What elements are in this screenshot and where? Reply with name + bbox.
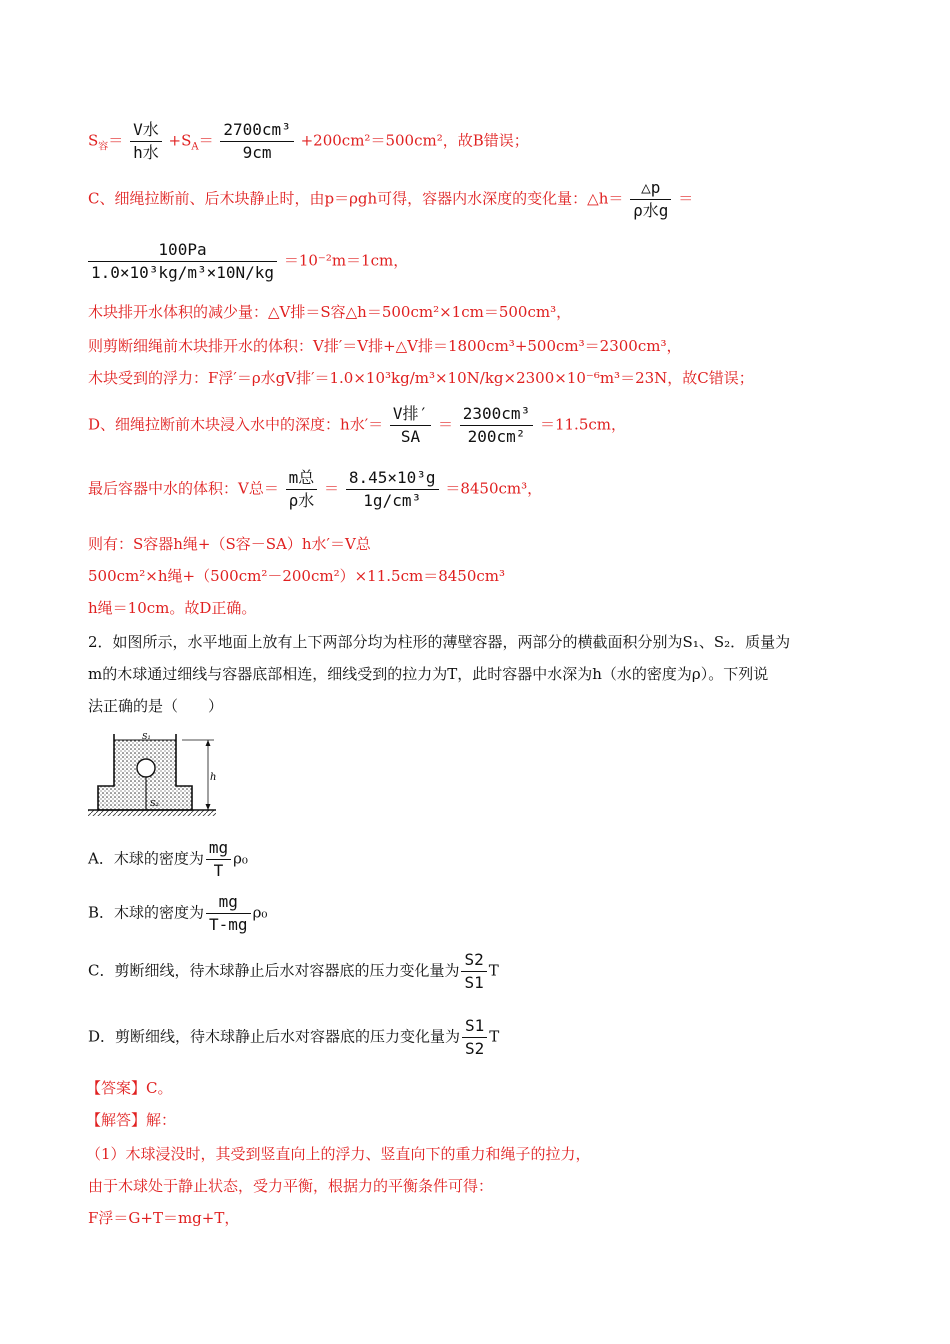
text: S — [88, 131, 99, 150]
subscript: 容 — [98, 141, 109, 153]
fraction-numerator: S2 — [461, 950, 486, 972]
fraction-denominator: T — [213, 861, 224, 880]
solution-line-area — [88, 120, 529, 163]
fraction — [460, 404, 533, 447]
text: T — [489, 1027, 500, 1046]
solution-line-immersion-depth — [88, 404, 626, 447]
text: D、细绳拉断前木块浸入水中的深度：h水′＝ — [88, 415, 384, 434]
text: +S — [168, 131, 192, 150]
fraction-numerator: 100Pa — [88, 240, 277, 262]
fraction — [206, 892, 251, 935]
text: A．木球的密度为 — [88, 849, 204, 868]
fraction — [286, 468, 318, 511]
solution-heading: 【解答】解： — [86, 1111, 177, 1129]
fraction-denominator: h水 — [133, 143, 159, 162]
text: ρ₀ — [233, 849, 248, 868]
solution-line-volume-decrease: 木块排开水体积的减少量：△V排＝S容△h＝500cm²×1cm＝500cm³， — [88, 303, 572, 321]
fraction-numerator: S1 — [462, 1016, 487, 1038]
label-s1: S₁ — [142, 732, 151, 741]
label-s2: S₂ — [150, 799, 159, 808]
fraction-numerator: V水 — [130, 120, 162, 142]
solution-line-equation: 则有：S容器h绳+（S容－SA）h水′＝V总 — [88, 535, 371, 553]
fraction — [346, 468, 439, 511]
label-h: h — [210, 772, 217, 783]
fraction-denominator: 1g/cm³ — [363, 491, 422, 510]
answer-line: 【答案】C。 — [86, 1079, 173, 1097]
fraction — [630, 178, 671, 221]
text: D．剪断细线，待木球静止后水对容器底的压力变化量为 — [88, 1027, 461, 1046]
fraction-denominator: 200cm² — [467, 427, 526, 446]
solution-step-2: 由于木球处于静止状态，受力平衡，根据力的平衡条件可得： — [88, 1177, 494, 1195]
fraction — [88, 240, 277, 283]
text: ＝10⁻²m＝1cm， — [283, 251, 409, 270]
option-a — [88, 838, 248, 881]
subscript: A — [191, 141, 199, 153]
fraction-denominator: S1 — [464, 973, 484, 992]
solution-line-buoyant-force: 木块受到的浮力：F浮′＝ρ水gV排′＝1.0×10³kg/m³×10N/kg×2300×10⁻⁶m³＝23N，故C错误； — [88, 369, 754, 387]
fraction — [220, 120, 293, 163]
text: +200cm²＝500cm²，故B错误； — [300, 131, 529, 150]
text: ＝ — [437, 415, 453, 434]
fraction-denominator: ρ水g — [633, 201, 669, 220]
text: ＝8450cm³， — [445, 479, 543, 498]
text: ＝ — [108, 131, 124, 150]
option-c — [88, 950, 499, 993]
option-b — [88, 892, 267, 935]
fraction-numerator: V排′ — [390, 404, 431, 426]
solution-line-conclusion: h绳＝10cm。故D正确。 — [88, 599, 257, 617]
fraction-denominator: ρ水 — [288, 491, 315, 510]
fraction-numerator: 2300cm³ — [460, 404, 533, 426]
fraction-denominator: SA — [400, 427, 421, 446]
fraction-denominator: S2 — [465, 1039, 485, 1058]
fraction-denominator: 1.0×10³kg/m³×10N/kg — [91, 263, 275, 282]
text: ρ₀ — [252, 903, 268, 922]
solution-line-substitution: 500cm²×h绳+（500cm²－200cm²）×11.5cm＝8450cm³ — [88, 567, 506, 585]
fraction — [206, 838, 231, 881]
question-2-line-3: 法正确的是（ ） — [88, 697, 224, 715]
fraction-numerator: 8.45×10³g — [346, 468, 439, 490]
fraction — [462, 1016, 487, 1059]
fraction-numerator: m总 — [286, 468, 318, 490]
fraction-numerator: mg — [206, 892, 251, 914]
text: 最后容器中水的体积：V总＝ — [88, 479, 279, 498]
option-d — [88, 1016, 499, 1059]
solution-line-depth-change — [88, 178, 693, 221]
text: C、细绳拉断前、后木块静止时，由p＝ρgh可得，容器内水深度的变化量：△h＝ — [88, 189, 624, 208]
fraction-numerator: 2700cm³ — [220, 120, 293, 142]
solution-line-fraction-result — [86, 240, 408, 283]
question-2-line-2: m的木球通过细线与容器底部相连，细线受到的拉力为T，此时容器中水深为h（水的密度为ρ）。下列说 — [88, 665, 769, 683]
text: C．剪断细线，待木球静止后水对容器底的压力变化量为 — [88, 961, 460, 980]
text: ＝ — [678, 189, 694, 208]
solution-line-total-volume — [88, 468, 542, 511]
fraction-numerator: mg — [206, 838, 231, 860]
text: ＝ — [324, 479, 340, 498]
solution-line-displaced-volume: 则剪断细绳前木块排开水的体积：V排′＝V排+△V排＝1800cm³+500cm³＝2300cm³， — [88, 337, 682, 355]
text: ＝ — [198, 131, 214, 150]
text: B．木球的密度为 — [88, 903, 205, 922]
fraction — [390, 404, 431, 447]
text: T — [488, 961, 499, 980]
fraction-denominator: 9cm — [242, 143, 272, 162]
solution-step-1: （1）木球浸没时，其受到竖直向上的浮力、竖直向下的重力和绳子的拉力， — [86, 1145, 591, 1163]
fraction — [130, 120, 162, 163]
fraction — [461, 950, 486, 993]
solution-step-3: F浮＝G+T＝mg+T， — [88, 1209, 240, 1227]
fraction-denominator: T-mg — [209, 915, 248, 934]
fraction-numerator: △p — [630, 178, 671, 200]
question-2-line-1: 2．如图所示，水平地面上放有上下两部分均为柱形的薄壁容器，两部分的横截面积分别为S₁、S₂．质量为 — [88, 633, 791, 651]
container-diagram — [86, 728, 226, 820]
text: ＝11.5cm， — [539, 415, 626, 434]
